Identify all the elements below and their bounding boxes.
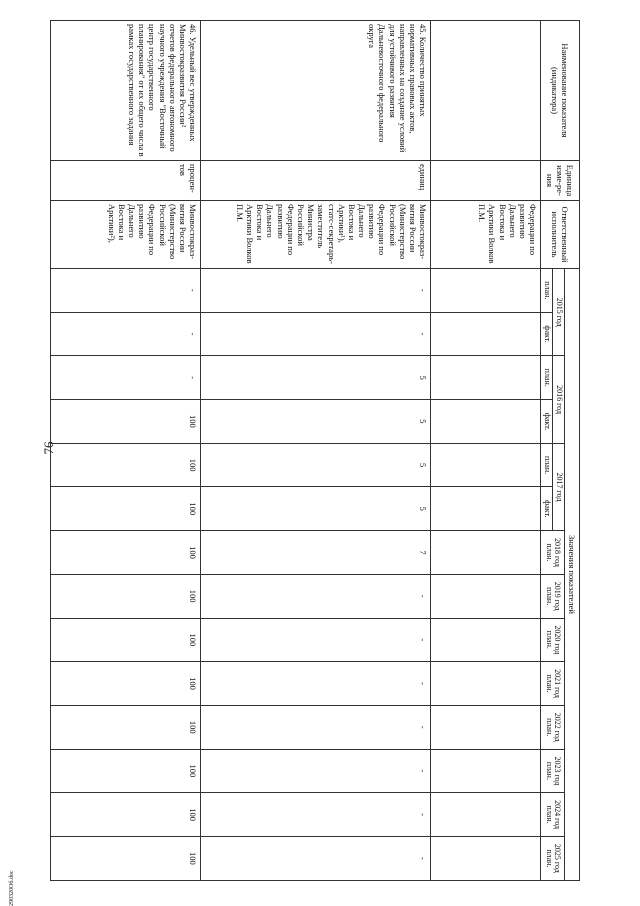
row-45-name: 45. Количество принятых нормативных правовых актов, направленных на создание условий для устойчивого развития Дальневосточного федерального округа — [201, 21, 431, 161]
header-2017: 2017 год — [553, 443, 565, 530]
header-2020: 2020 год план. — [541, 618, 565, 662]
row-45-value: - — [201, 618, 431, 662]
row-45-value: - — [201, 793, 431, 837]
table-row — [201, 21, 431, 881]
header-2023: 2023 год план. — [541, 749, 565, 793]
row-45-unit: единиц — [201, 161, 431, 201]
row-45-value: - — [201, 574, 431, 618]
header-2015-plan: план. — [541, 269, 553, 313]
row-45-value: - — [201, 662, 431, 706]
header-2015-fact: факт. — [541, 312, 553, 356]
header-name: Наименование показателя (индикатора) — [541, 21, 580, 161]
header-values-group: Значения показателей — [564, 269, 579, 881]
header-2016-plan: план. — [541, 356, 553, 400]
row-46-value: - — [51, 269, 201, 313]
header-2021: 2021 год план. — [541, 662, 565, 706]
page-number: 76 — [41, 441, 56, 455]
table-row — [51, 21, 201, 881]
cont-responsible: Федерации по развитию Дальнего Востока и Арктики Волков П.М. — [431, 201, 541, 269]
row-46-value: - — [51, 312, 201, 356]
row-46-responsible: Минвостокраз-вития России (Министерство Российской Федерации по развитию Дальнего Востока и Арктики²), — [51, 201, 201, 269]
row-45-value: - — [201, 836, 431, 880]
row-46-value: 100 — [51, 662, 201, 706]
row-46-value: 100 — [51, 836, 201, 880]
row-45-value: 5 — [201, 356, 431, 400]
row-46-value: 100 — [51, 618, 201, 662]
header-2015: 2015 год — [553, 269, 565, 356]
header-2017-fact: факт. — [541, 487, 553, 531]
row-45-value: 7 — [201, 531, 431, 575]
header-2022: 2022 год план. — [541, 705, 565, 749]
header-2025: 2025 год план. — [541, 836, 565, 880]
row-46-value: 100 — [51, 793, 201, 837]
indicators-table — [50, 20, 580, 881]
row-46-value: 100 — [51, 443, 201, 487]
cont-unit — [431, 161, 541, 201]
row-45-value: 5 — [201, 400, 431, 444]
row-46-value: - — [51, 356, 201, 400]
row-45-value: 5 — [201, 443, 431, 487]
row-46-value: 100 — [51, 487, 201, 531]
cont-name — [431, 21, 541, 161]
header-responsible: Ответственный исполнитель — [541, 201, 580, 269]
row-46-value: 100 — [51, 749, 201, 793]
row-45-value: 5 — [201, 487, 431, 531]
row-46-value: 100 — [51, 531, 201, 575]
row-45-value: - — [201, 705, 431, 749]
header-2024: 2024 год план. — [541, 793, 565, 837]
row-45-value: - — [201, 312, 431, 356]
row-46-value: 100 — [51, 705, 201, 749]
header-2019: 2019 год план. — [541, 574, 565, 618]
row-45-value: - — [201, 749, 431, 793]
header-2017-plan: план. — [541, 443, 553, 487]
row-45-value: - — [201, 269, 431, 313]
row-46-unit: процен-тов — [51, 161, 201, 201]
header-2016-fact: факт. — [541, 400, 553, 444]
document-id: 290320Об.doc — [9, 870, 15, 906]
header-unit: Единица изме-ре-ния — [541, 161, 580, 201]
header-2016: 2016 год — [553, 356, 565, 443]
row-46-name: 46. Удельный вес утвержденных Минвостокразвития России² отчетов федерального автономного научного учреждения "Восточный центр государственного планирования" от их общего числа в рамках государственного задания — [51, 21, 201, 161]
continuation-row — [431, 21, 541, 881]
row-46-value: 100 — [51, 400, 201, 444]
row-45-responsible: Минвостокраз-вития России (Министерство Российской Федерации по развитию Дальнего Востока и Арктики¹), статс-секретарь-заместитель Министра Российской Федерации по развитию Дальнего Востока и Арктики Волков П.М. — [201, 201, 431, 269]
row-46-value: 100 — [51, 574, 201, 618]
header-2018: 2018 год план. — [541, 531, 565, 575]
